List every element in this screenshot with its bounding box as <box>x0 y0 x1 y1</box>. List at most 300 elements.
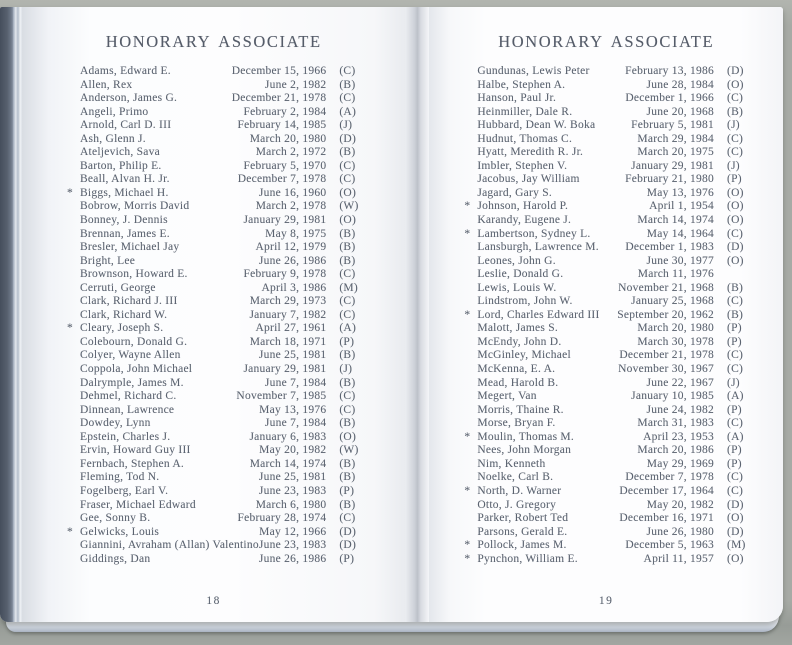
entry-code: (A) <box>339 105 357 118</box>
entry-code: (D) <box>339 132 357 145</box>
entry-date: June 22, 1967 <box>646 376 714 389</box>
entry-code: (C) <box>727 132 744 145</box>
entry-list <box>429 65 783 566</box>
entry-code: (C) <box>339 512 356 525</box>
entry-name: Dalrymple, James M. <box>80 376 184 389</box>
entry-code: (C) <box>339 92 356 105</box>
entry-row <box>80 106 361 120</box>
entry-name: Ateljevich, Sava <box>80 146 161 159</box>
entry-row <box>477 349 749 363</box>
entry-date: March 20, 1975 <box>637 146 714 159</box>
entry-code: (C) <box>339 295 356 308</box>
entry-date: April 23, 1953 <box>643 430 714 443</box>
entry-date: March 31, 1983 <box>637 417 714 430</box>
entry-code: (O) <box>339 430 357 443</box>
entry-date: April 3, 1986 <box>261 281 327 294</box>
entry-row <box>80 255 361 269</box>
entry-name: Malott, James S. <box>477 322 559 335</box>
page-18 <box>22 7 405 622</box>
entry-code: (P) <box>727 335 742 348</box>
entry-name: McGinley, Michael <box>477 349 571 362</box>
entry-row <box>80 471 361 485</box>
entry-code: (W) <box>339 200 359 213</box>
entry-date: January 7, 1982 <box>249 308 327 321</box>
entry-code: (O) <box>727 214 744 227</box>
asterisk-marker: * <box>67 186 73 199</box>
entry-date: May 29, 1969 <box>646 457 714 470</box>
entry-row <box>477 377 749 391</box>
asterisk-marker: * <box>464 539 471 552</box>
entry-date: February 2, 1984 <box>243 105 327 118</box>
entry-name: Jacobus, Jay William <box>477 173 580 186</box>
entry-date: January 29, 1981 <box>243 214 327 227</box>
entry-row <box>80 173 361 187</box>
entry-row <box>477 336 749 350</box>
entry-row <box>464 539 749 553</box>
entry-date: May 20, 1982 <box>259 444 327 457</box>
entry-name: Coppola, John Michael <box>80 363 193 376</box>
entry-code: (A) <box>339 322 357 335</box>
entry-name: Jagard, Gary S. <box>477 186 552 199</box>
entry-date: March 20, 1980 <box>637 322 714 335</box>
entry-name: Angeli, Primo <box>80 105 149 118</box>
entry-name: Fernbach, Stephen A. <box>80 457 185 470</box>
entry-row <box>464 552 749 567</box>
entry-code: (C) <box>727 471 744 484</box>
entry-code: (P) <box>339 335 355 348</box>
entry-code: (C) <box>727 92 744 105</box>
entry-date: December 1, 1983 <box>625 241 714 254</box>
entry-code: (O) <box>339 186 357 199</box>
entry-row <box>80 241 361 255</box>
entry-code: (P) <box>727 322 742 335</box>
entry-row <box>80 363 361 377</box>
entry-name: Morris, Thaine R. <box>477 403 564 416</box>
entry-date: June 16, 1960 <box>258 186 327 199</box>
entry-name: Giannini, Avraham (Allan) Valentino <box>80 539 259 552</box>
entry-row <box>477 390 749 404</box>
entry-code: (B) <box>339 254 356 267</box>
entry-date: May 20, 1982 <box>646 498 714 511</box>
entry-row <box>80 349 361 363</box>
entry-code: (C) <box>727 295 744 308</box>
entry-date: December 21, 1978 <box>231 92 327 105</box>
entry-row <box>477 160 749 174</box>
entry-date: March 29, 1973 <box>249 295 327 308</box>
entry-row <box>477 499 749 513</box>
page-title: HONORARY ASSOCIATE <box>105 32 322 51</box>
page-edge-lines <box>13 7 22 622</box>
entry-date: June 28, 1984 <box>646 78 714 91</box>
entry-code: (D) <box>727 241 744 254</box>
entry-row <box>477 79 749 93</box>
entry-row <box>80 444 361 458</box>
entry-date: December 1, 1966 <box>625 92 714 105</box>
entry-row <box>477 133 749 147</box>
entry-code: (M) <box>727 539 746 552</box>
entry-name: Cleary, Joseph S. <box>80 322 164 335</box>
entry-row <box>80 499 361 513</box>
entry-name: Hyatt, Meredith R. Jr. <box>477 146 584 159</box>
entry-row <box>477 282 749 296</box>
gutter-shadow <box>405 7 429 622</box>
entry-date: June 20, 1968 <box>646 105 714 118</box>
entry-name: Leones, John G. <box>477 254 556 267</box>
entry-date: June 23, 1983 <box>258 484 327 497</box>
entry-name: Imbler, Stephen V. <box>477 159 568 172</box>
entry-row <box>80 160 361 174</box>
entry-row <box>80 512 361 526</box>
entry-date: March 14, 1974 <box>249 457 327 470</box>
entry-name: Johnson, Harold P. <box>477 200 569 213</box>
entry-name: Bobrow, Morris David <box>80 200 190 213</box>
entry-row <box>477 214 749 228</box>
entry-code: (J) <box>727 376 740 389</box>
entry-name: Allen, Rex <box>80 78 133 91</box>
entry-date: June 7, 1984 <box>264 376 327 389</box>
entry-row <box>80 295 361 309</box>
entry-name: Clark, Richard W. <box>80 308 168 321</box>
entry-name: Gelwicks, Louis <box>80 525 160 538</box>
entry-name: Lambertson, Sydney L. <box>477 227 591 240</box>
entry-date: June 25, 1981 <box>258 471 327 484</box>
entry-row <box>477 458 749 472</box>
page-title: HONORARY ASSOCIATE <box>498 32 715 51</box>
entry-code: (B) <box>339 227 356 240</box>
entry-code: (P) <box>339 552 355 565</box>
entry-name: Lansburgh, Lawrence M. <box>477 241 599 254</box>
entry-name: Pynchon, William E. <box>477 552 578 565</box>
entry-date: December 15, 1966 <box>231 65 327 77</box>
asterisk-marker: * <box>464 484 471 497</box>
entry-code: (C) <box>339 65 356 77</box>
entry-date: February 14, 1985 <box>237 119 327 132</box>
page-number: 18 <box>206 595 221 607</box>
entry-date: May 12, 1966 <box>259 525 327 538</box>
entry-code: (J) <box>727 119 740 132</box>
entry-date: May 13, 1976 <box>259 403 327 416</box>
asterisk-marker: * <box>464 552 471 565</box>
entry-name: Arnold, Carl D. III <box>80 119 172 132</box>
entry-date: December 7, 1978 <box>625 471 714 484</box>
entry-row <box>80 65 361 79</box>
entry-code: (B) <box>339 146 356 159</box>
asterisk-marker: * <box>464 308 471 321</box>
entry-code: (A) <box>727 430 744 443</box>
entry-row <box>80 553 361 567</box>
entry-row <box>477 173 749 187</box>
entry-code: (C) <box>727 349 744 362</box>
entry-date: December 16, 1971 <box>619 512 714 525</box>
entry-list <box>22 65 405 566</box>
entry-row <box>80 146 361 160</box>
entry-row <box>477 444 749 458</box>
entry-date: February 21, 1980 <box>625 173 714 186</box>
entry-date: November 30, 1967 <box>618 363 714 376</box>
asterisk-marker: * <box>67 322 73 335</box>
entry-date: February 5, 1970 <box>243 159 327 172</box>
entry-row <box>464 430 749 445</box>
entry-row <box>80 214 361 228</box>
entry-name: Biggs, Michael H. <box>80 186 169 199</box>
entry-name: Barton, Philip E. <box>80 159 162 172</box>
entry-row <box>80 282 361 296</box>
entry-row <box>477 106 749 120</box>
asterisk-marker: * <box>464 200 471 213</box>
entry-name: Nees, John Morgan <box>477 444 572 457</box>
entry-code: (B) <box>339 498 356 511</box>
entry-row <box>464 200 749 214</box>
entry-row <box>80 268 361 282</box>
entry-date: April 11, 1957 <box>643 552 714 565</box>
entry-date: May 14, 1964 <box>646 227 714 240</box>
entry-date: March 30, 1978 <box>637 335 714 348</box>
entry-code: (J) <box>339 363 353 376</box>
entry-name: Dinnean, Lawrence <box>80 403 175 416</box>
asterisk-marker: * <box>464 430 471 443</box>
entry-code: (B) <box>339 349 356 362</box>
entry-code: (P) <box>727 444 742 457</box>
entry-row <box>464 484 749 499</box>
entry-date: April 27, 1961 <box>255 322 327 335</box>
entry-code: (B) <box>727 308 744 321</box>
entry-name: Parsons, Gerald E. <box>477 525 568 538</box>
entry-date: March 6, 1980 <box>255 498 327 511</box>
entry-name: Cerruti, George <box>80 281 156 294</box>
entry-row <box>80 390 361 404</box>
entry-code: (O) <box>727 552 744 565</box>
entry-name: Clark, Richard J. III <box>80 295 178 308</box>
entry-code: (A) <box>727 390 744 403</box>
entry-row <box>80 336 361 350</box>
entry-code: (O) <box>727 186 744 199</box>
asterisk-marker: * <box>464 227 471 240</box>
entry-name: Karandy, Eugene J. <box>477 214 572 227</box>
entry-date: May 8, 1975 <box>265 227 327 240</box>
entry-code: (B) <box>339 457 356 470</box>
entry-date: February 9, 1978 <box>243 268 327 281</box>
entry-code: (D) <box>727 65 744 77</box>
entry-name: Brennan, James E. <box>80 227 170 240</box>
entry-name: Epstein, Charles J. <box>80 430 171 443</box>
entry-name: Dehmel, Richard C. <box>80 390 177 403</box>
entry-name: Fleming, Tod N. <box>80 471 160 484</box>
entry-row <box>477 471 749 485</box>
entry-name: Mead, Harold B. <box>477 376 559 389</box>
entry-name: Hudnut, Thomas C. <box>477 132 573 145</box>
entry-date: June 25, 1981 <box>258 349 327 362</box>
entry-name: Beall, Alvan H. Jr. <box>80 173 170 186</box>
entry-date: January 6, 1983 <box>249 430 327 443</box>
entry-name: Nim, Kenneth <box>477 457 546 470</box>
spine-edge <box>0 7 13 622</box>
asterisk-marker: * <box>67 525 73 538</box>
entry-name: Giddings, Dan <box>80 552 151 565</box>
entry-row <box>477 526 749 540</box>
entry-date: June 30, 1977 <box>646 254 714 267</box>
entry-row <box>80 417 361 431</box>
entry-row <box>67 186 361 201</box>
entry-name: Bright, Lee <box>80 254 136 267</box>
entry-name: Otto, J. Gregory <box>477 498 557 511</box>
entry-date: June 26, 1986 <box>258 552 327 565</box>
entry-date: March 20, 1986 <box>637 444 714 457</box>
entry-row <box>80 539 361 553</box>
entry-row <box>477 65 749 79</box>
entry-date: January 25, 1968 <box>631 295 714 308</box>
entry-date: February 28, 1974 <box>237 512 327 525</box>
entry-code: (B) <box>339 376 356 389</box>
book-spread <box>0 7 783 622</box>
entry-row <box>80 92 361 106</box>
entry-name: Bonney, J. Dennis <box>80 214 168 227</box>
entry-row <box>67 322 361 336</box>
entry-date: January 29, 1981 <box>243 363 327 376</box>
entry-code: (C) <box>727 484 744 497</box>
entry-row <box>477 146 749 160</box>
entry-code: (P) <box>727 403 742 416</box>
entry-row <box>67 525 361 540</box>
entry-date: March 29, 1984 <box>637 132 714 145</box>
entry-code: (C) <box>727 146 744 159</box>
entry-row <box>80 431 361 445</box>
entry-row <box>477 512 749 526</box>
entry-name: Heinmiller, Dale R. <box>477 105 573 118</box>
entry-date: June 26, 1986 <box>258 254 327 267</box>
entry-row <box>80 404 361 418</box>
entry-name: Dowdey, Lynn <box>80 417 151 430</box>
entry-code: (O) <box>727 78 744 91</box>
entry-row <box>477 417 749 431</box>
entry-date: December 21, 1978 <box>619 349 714 362</box>
entry-code: (P) <box>727 457 742 470</box>
entry-date: January 10, 1985 <box>631 390 714 403</box>
entry-code: (C) <box>339 308 356 321</box>
entry-date: November 7, 1985 <box>236 390 327 403</box>
entry-code: (D) <box>339 539 357 552</box>
entry-row <box>80 79 361 93</box>
entry-name: Hanson, Paul Jr. <box>477 92 557 105</box>
entry-date: March 20, 1980 <box>249 132 327 145</box>
entry-code: (B) <box>727 105 744 118</box>
page-number: 19 <box>598 595 614 607</box>
entry-code: (B) <box>727 281 744 294</box>
entry-code: (J) <box>339 119 353 132</box>
entry-date: April 12, 1979 <box>255 241 327 254</box>
entry-name: McKenna, E. A. <box>477 363 556 376</box>
entry-date: March 14, 1974 <box>637 214 714 227</box>
entry-code: (B) <box>339 78 356 91</box>
entry-name: Gee, Sonny B. <box>80 512 151 525</box>
entry-code: (C) <box>339 403 356 416</box>
entry-row <box>477 295 749 309</box>
entry-name: Fogelberg, Earl V. <box>80 484 169 497</box>
entry-name: Leslie, Donald G. <box>477 268 564 281</box>
entry-row <box>80 200 361 214</box>
entry-date: December 17, 1964 <box>619 484 714 497</box>
entry-row <box>80 119 361 133</box>
entry-name: Halbe, Stephen A. <box>477 78 566 91</box>
entry-date: June 23, 1983 <box>258 539 327 552</box>
entry-code: (P) <box>727 173 742 186</box>
entry-code: (D) <box>339 525 357 538</box>
entry-date: September 20, 1962 <box>617 308 714 321</box>
page-19 <box>429 7 783 622</box>
entry-code: (B) <box>339 417 356 430</box>
entry-name: McEndy, John D. <box>477 335 562 348</box>
entry-code: (C) <box>339 159 356 172</box>
entry-name: Morse, Bryan F. <box>477 417 556 430</box>
entry-row <box>80 485 361 499</box>
entry-code: (O) <box>727 512 744 525</box>
entry-row <box>477 322 749 336</box>
entry-code: (P) <box>339 484 355 497</box>
entry-name: Gundunas, Lewis Peter <box>477 65 590 77</box>
entry-code: (O) <box>727 200 744 213</box>
entry-date: February 5, 1981 <box>631 119 714 132</box>
entry-code: (C) <box>727 363 744 376</box>
entry-row <box>80 458 361 472</box>
entry-name: Colebourn, Donald G. <box>80 335 188 348</box>
entry-row <box>80 377 361 391</box>
entry-row <box>80 228 361 242</box>
entry-name: Ash, Glenn J. <box>80 132 146 145</box>
entry-date: March 11, 1976 <box>637 268 714 281</box>
entry-code: (C) <box>339 268 356 281</box>
entry-date: June 26, 1980 <box>646 525 714 538</box>
entry-code: (C) <box>727 417 744 430</box>
entry-code: (J) <box>727 159 740 172</box>
entry-row <box>477 404 749 418</box>
entry-date: May 13, 1976 <box>646 186 714 199</box>
entry-row <box>464 308 749 323</box>
entry-row <box>80 309 361 323</box>
entry-name: Hubbard, Dean W. Boka <box>477 119 596 132</box>
entry-code: (D) <box>727 525 744 538</box>
entry-row <box>477 92 749 106</box>
entry-code: (C) <box>727 227 744 240</box>
entry-name: Lindstrom, John W. <box>477 295 573 308</box>
entry-code: (M) <box>339 281 358 294</box>
entry-code: (O) <box>727 254 744 267</box>
entry-row <box>477 119 749 133</box>
entry-code: (B) <box>339 471 356 484</box>
entry-name: Brownson, Howard E. <box>80 268 188 281</box>
entry-code: (D) <box>727 498 744 511</box>
entry-name: Fraser, Michael Edward <box>80 498 196 511</box>
entry-row <box>477 255 749 269</box>
entry-name: Bresler, Michael Jay <box>80 241 180 254</box>
entry-name: Colyer, Wayne Allen <box>80 349 181 362</box>
entry-date: December 5, 1963 <box>625 539 714 552</box>
entry-date: March 2, 1972 <box>255 146 327 159</box>
entry-name: Anderson, James G. <box>80 92 178 105</box>
entry-name: Pollock, James M. <box>477 539 567 552</box>
entry-date: April 1, 1954 <box>649 200 714 213</box>
entry-date: January 29, 1981 <box>631 159 714 172</box>
entry-date: June 24, 1982 <box>646 403 714 416</box>
entry-date: December 7, 1978 <box>237 173 327 186</box>
entry-name: Moulin, Thomas M. <box>477 430 575 443</box>
entry-row <box>80 133 361 147</box>
entry-row <box>477 241 749 255</box>
entry-code: (B) <box>339 241 356 254</box>
entry-date: March 18, 1971 <box>249 335 327 348</box>
entry-row <box>477 268 749 282</box>
entry-row <box>477 187 749 201</box>
entry-date: March 2, 1978 <box>255 200 327 213</box>
entry-row <box>464 227 749 242</box>
